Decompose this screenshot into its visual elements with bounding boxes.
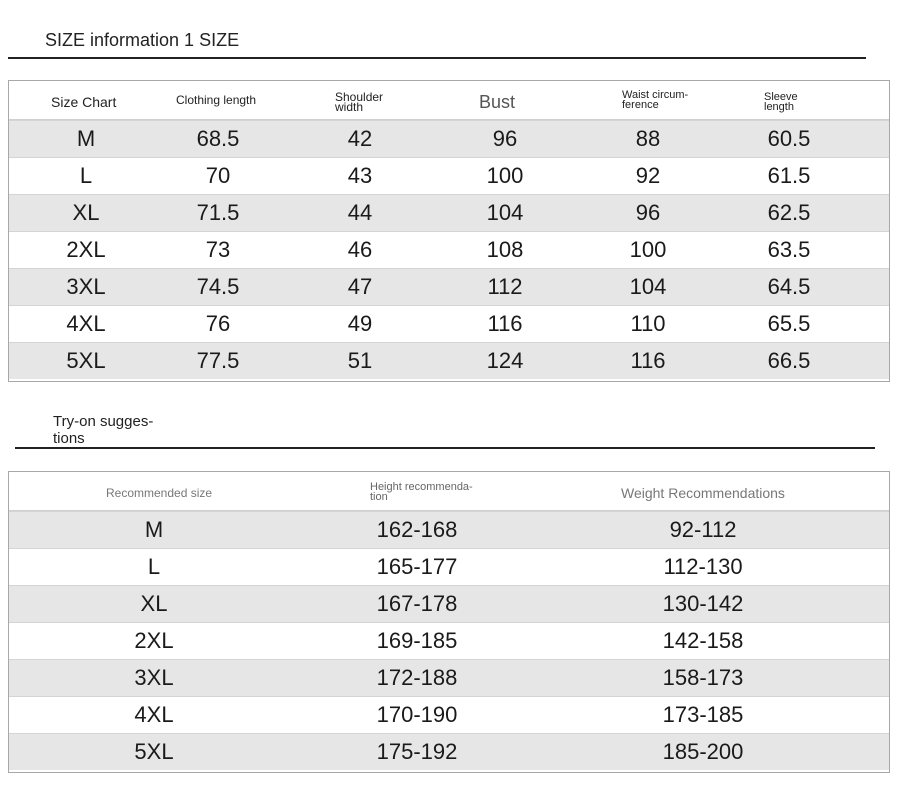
header-shoulder-width xyxy=(335,92,383,112)
tryon-table xyxy=(8,471,890,773)
size-info-title: SIZE information 1 SIZE xyxy=(45,30,240,50)
cell-height: 162-168 xyxy=(376,517,458,542)
table-row xyxy=(9,157,889,194)
cell-weight: 92-112 xyxy=(669,517,737,542)
header-height-line2: tion xyxy=(370,491,388,503)
cell-sleeve: 61.5 xyxy=(767,163,811,188)
cell-weight: 158-173 xyxy=(662,665,744,690)
cell-waist: 104 xyxy=(629,274,667,299)
cell-sleeve: 63.5 xyxy=(767,237,811,262)
cell-weight: 112-130 xyxy=(663,554,743,579)
cell-bust: 108 xyxy=(486,237,524,262)
tryon-header-row xyxy=(9,472,889,511)
header-sleeve-line2: length xyxy=(764,101,794,113)
header-clothing-length: Clothing length xyxy=(176,93,257,107)
size-chart-body xyxy=(9,120,889,379)
header-shoulder-line1: Shoulder xyxy=(335,90,384,104)
cell-size: L xyxy=(147,554,161,579)
table-row xyxy=(9,231,889,268)
cell-length: 77.5 xyxy=(196,348,240,373)
cell-length: 70 xyxy=(205,163,231,188)
table-row xyxy=(9,511,889,548)
cell-size: 2XL xyxy=(134,628,174,653)
cell-height: 167-178 xyxy=(376,591,458,616)
cell-waist: 100 xyxy=(629,237,667,262)
table-row xyxy=(9,585,889,622)
cell-size: M xyxy=(76,126,96,151)
cell-bust: 100 xyxy=(486,163,524,188)
tryon-title xyxy=(53,413,183,447)
cell-height: 175-192 xyxy=(376,739,458,764)
cell-length: 73 xyxy=(205,237,231,262)
cell-weight: 173-185 xyxy=(662,702,744,727)
cell-shoulder: 49 xyxy=(347,311,373,336)
cell-bust: 96 xyxy=(492,126,518,151)
cell-length: 71.5 xyxy=(196,200,240,225)
cell-size: M xyxy=(144,517,164,542)
cell-sleeve: 64.5 xyxy=(767,274,811,299)
cell-waist: 96 xyxy=(635,200,661,225)
table-row xyxy=(9,268,889,305)
cell-waist: 116 xyxy=(630,348,666,373)
header-height-recommendation xyxy=(370,482,473,502)
table-row xyxy=(9,659,889,696)
header-waist-line2: ference xyxy=(622,99,659,111)
cell-size: L xyxy=(79,163,93,188)
cell-bust: 104 xyxy=(486,200,524,225)
cell-shoulder: 46 xyxy=(347,237,373,262)
table-row xyxy=(9,305,889,342)
cell-weight: 130-142 xyxy=(662,591,744,616)
header-weight-recommendations: Weight Recommendations xyxy=(621,485,785,501)
cell-shoulder: 47 xyxy=(347,274,373,299)
header-sleeve-line1: Sleeve xyxy=(764,91,798,103)
cell-waist: 92 xyxy=(635,163,661,188)
cell-size: XL xyxy=(140,591,168,616)
header-waist xyxy=(622,90,688,110)
table-row xyxy=(9,342,889,379)
cell-height: 165-177 xyxy=(376,554,458,579)
cell-waist: 110 xyxy=(630,311,666,336)
header-size-chart: Size Chart xyxy=(51,94,117,110)
tryon-divider xyxy=(15,447,875,449)
cell-shoulder: 42 xyxy=(347,126,373,151)
cell-shoulder: 51 xyxy=(347,348,373,373)
cell-weight: 185-200 xyxy=(662,739,744,764)
header-recommended-size: Recommended size xyxy=(106,486,213,500)
cell-size: 4XL xyxy=(66,311,106,336)
cell-size: 5XL xyxy=(66,348,106,373)
table-row xyxy=(9,120,889,157)
cell-sleeve: 62.5 xyxy=(767,200,811,225)
tryon-title-line1: Try-on sugges- xyxy=(53,413,154,430)
table-row xyxy=(9,548,889,585)
header-height-line1: Height recommenda- xyxy=(370,481,473,493)
title-divider xyxy=(8,57,866,59)
cell-height: 169-185 xyxy=(376,628,458,653)
cell-waist: 88 xyxy=(635,126,661,151)
cell-length: 74.5 xyxy=(196,274,240,299)
cell-size: 3XL xyxy=(66,274,106,299)
cell-sleeve: 60.5 xyxy=(767,126,811,151)
table-row xyxy=(9,696,889,733)
cell-shoulder: 43 xyxy=(347,163,373,188)
table-row xyxy=(9,194,889,231)
cell-bust: 116 xyxy=(487,311,523,336)
table-row xyxy=(9,622,889,659)
size-chart-table xyxy=(8,80,890,382)
cell-size: 5XL xyxy=(134,739,174,764)
header-shoulder-line2: width xyxy=(335,100,364,114)
cell-shoulder: 44 xyxy=(347,200,373,225)
cell-sleeve: 66.5 xyxy=(767,348,811,373)
header-sleeve xyxy=(764,92,798,112)
cell-size: 4XL xyxy=(134,702,174,727)
tryon-title-line2: tions xyxy=(53,430,85,447)
cell-length: 68.5 xyxy=(196,126,240,151)
cell-sleeve: 65.5 xyxy=(767,311,811,336)
cell-bust: 112 xyxy=(487,274,523,299)
cell-weight: 142-158 xyxy=(662,628,744,653)
cell-height: 172-188 xyxy=(376,665,458,690)
tryon-body xyxy=(9,511,889,770)
size-chart-header-row xyxy=(9,81,889,120)
cell-size: XL xyxy=(72,200,100,225)
cell-size: 2XL xyxy=(66,237,106,262)
header-bust: Bust xyxy=(479,92,516,112)
table-row xyxy=(9,733,889,770)
cell-size: 3XL xyxy=(134,665,174,690)
header-waist-line1: Waist circum- xyxy=(622,89,689,101)
cell-height: 170-190 xyxy=(376,702,458,727)
cell-bust: 124 xyxy=(486,348,524,373)
cell-length: 76 xyxy=(205,311,231,336)
